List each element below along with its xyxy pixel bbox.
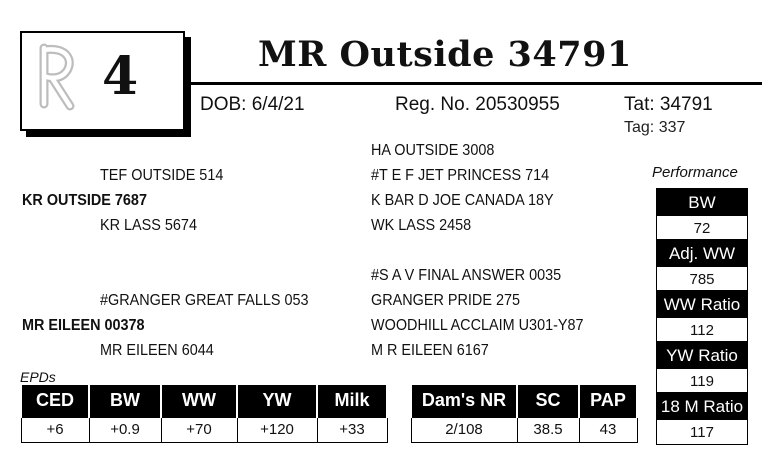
pedigree-dam-sire-dam: GRANGER PRIDE 275 <box>371 292 521 309</box>
performance-label-18m-ratio: 18 M Ratio <box>657 393 747 420</box>
dam-stats-value-row <box>411 417 637 442</box>
epd-value-bw: +0.9 <box>89 417 161 442</box>
epd-value-row <box>21 417 387 442</box>
sc-value: 38.5 <box>517 417 579 442</box>
dam-nr-header: Dam's NR <box>411 385 517 417</box>
performance-value-ww-ratio: 112 <box>657 318 747 342</box>
pedigree-sire-dam: KR LASS 5674 <box>100 217 197 234</box>
performance-value-bw: 72 <box>657 216 747 240</box>
sc-header: SC <box>517 385 579 417</box>
dam-nr-value: 2/108 <box>411 417 517 442</box>
pedigree-sire-sire-dam: #T E F JET PRINCESS 714 <box>371 167 550 184</box>
epd-header-milk: Milk <box>317 385 387 417</box>
epd-header-ww: WW <box>161 385 237 417</box>
pedigree-dam-dam: MR EILEEN 6044 <box>100 342 214 359</box>
pedigree-dam-dam-dam: M R EILEEN 6167 <box>371 342 489 359</box>
performance-value-yw-ratio: 119 <box>657 369 747 393</box>
performance-panel <box>656 188 748 445</box>
animal-name-title: MR Outside 34791 <box>258 34 632 75</box>
r-brand-logo-icon <box>30 40 80 116</box>
registration-number: Reg. No. 20530955 <box>395 94 560 115</box>
epd-table <box>20 385 388 443</box>
epd-value-ww: +70 <box>161 417 237 442</box>
pedigree-dam-sire: #GRANGER GREAT FALLS 053 <box>100 292 309 309</box>
epd-caption: EPDs <box>20 369 56 385</box>
pedigree-sire-dam-dam: WK LASS 2458 <box>371 217 472 234</box>
date-of-birth: DOB: 6/4/21 <box>200 94 305 115</box>
title-divider <box>190 82 762 85</box>
pedigree-dam-dam-sire: WOODHILL ACCLAIM U301-Y87 <box>371 317 584 334</box>
epd-value-milk: +33 <box>317 417 387 442</box>
dam-stats-header-row <box>411 385 637 417</box>
tattoo: Tat: 34791 <box>624 94 713 115</box>
pedigree-sire-sire: TEF OUTSIDE 514 <box>100 167 224 184</box>
performance-value-18m-ratio: 117 <box>657 420 747 444</box>
performance-caption: Performance <box>652 164 738 181</box>
epd-value-yw: +120 <box>237 417 317 442</box>
performance-label-ww-ratio: WW Ratio <box>657 291 747 318</box>
epd-header-yw: YW <box>237 385 317 417</box>
pedigree-sire-dam-sire: K BAR D JOE CANADA 18Y <box>371 192 554 209</box>
epd-header-ced: CED <box>21 385 89 417</box>
pedigree-dam: MR EILEEN 00378 <box>22 317 145 334</box>
dam-stats-table <box>410 385 638 443</box>
lot-number-box <box>20 31 185 131</box>
performance-label-yw-ratio: YW Ratio <box>657 342 747 369</box>
epd-header-bw: BW <box>89 385 161 417</box>
epd-value-ced: +6 <box>21 417 89 442</box>
performance-value-adj-ww: 785 <box>657 267 747 291</box>
pedigree-dam-sire-sire: #S A V FINAL ANSWER 0035 <box>371 267 562 284</box>
pap-value: 43 <box>579 417 637 442</box>
pap-header: PAP <box>579 385 637 417</box>
performance-label-bw: BW <box>657 189 747 216</box>
pedigree-sire-sire-sire: HA OUTSIDE 3008 <box>371 142 495 159</box>
performance-label-adj-ww: Adj. WW <box>657 240 747 267</box>
pedigree-sire: KR OUTSIDE 7687 <box>22 192 147 209</box>
epd-header-row <box>21 385 387 417</box>
tag-number: Tag: 337 <box>624 119 686 136</box>
lot-number: 4 <box>102 46 139 107</box>
